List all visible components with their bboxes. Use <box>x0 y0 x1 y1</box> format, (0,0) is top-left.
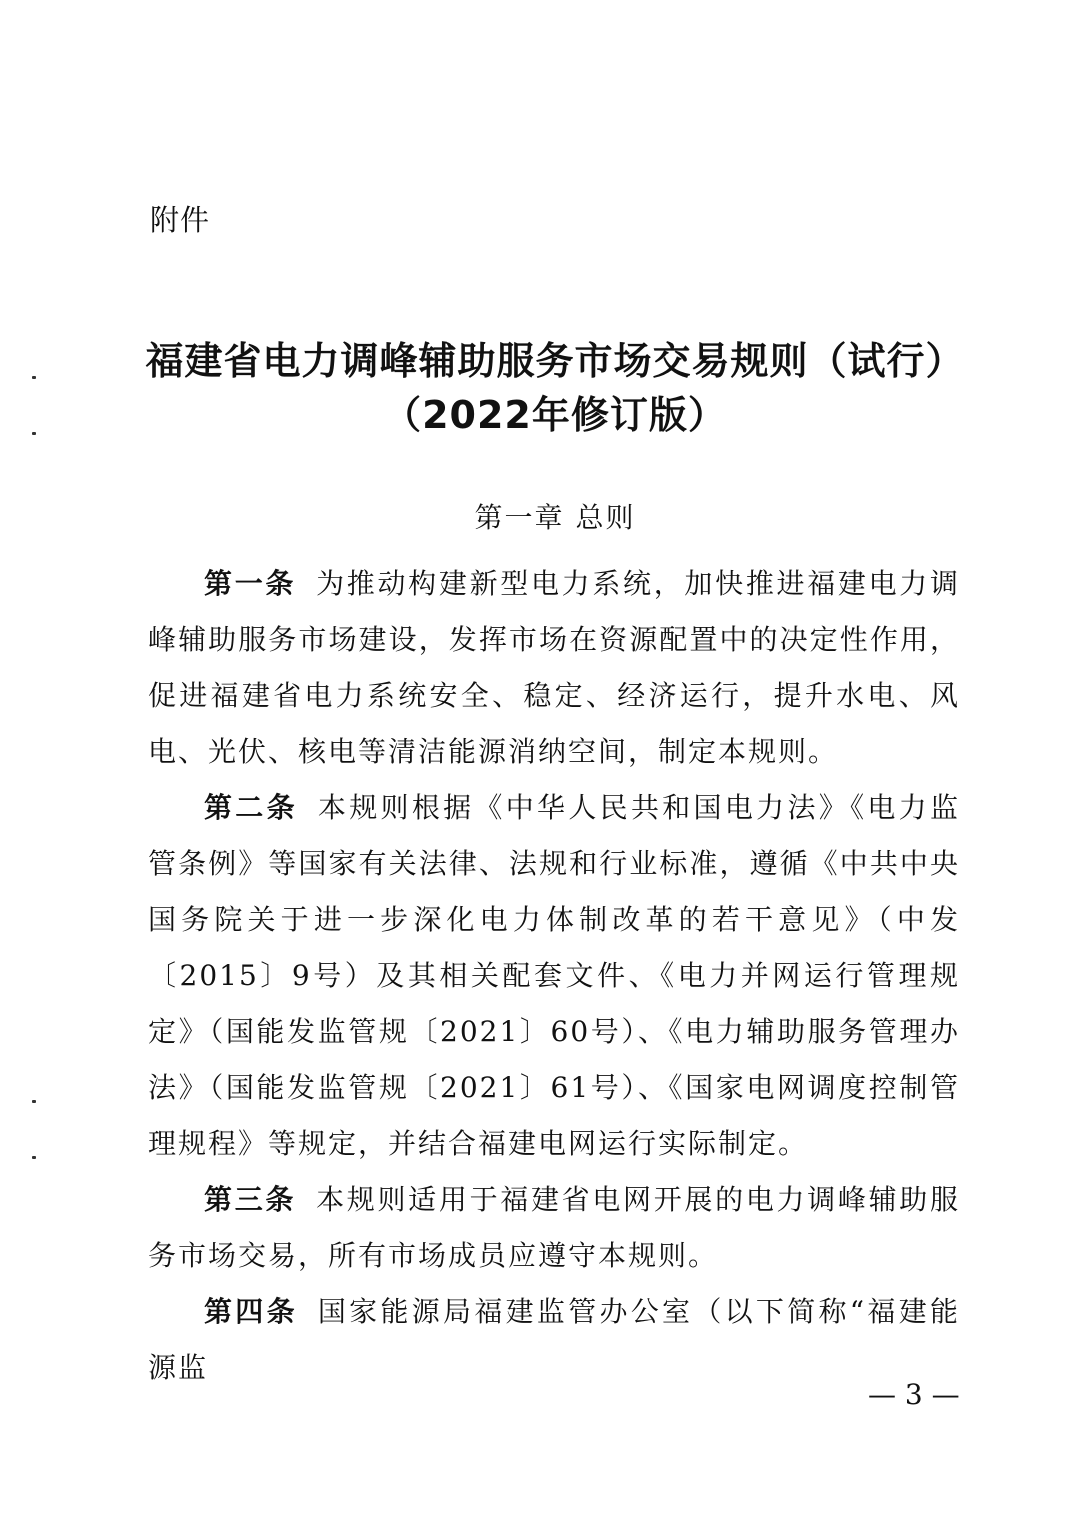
attachment-label: 附件 <box>150 203 211 237</box>
document-title-line-1: 福建省电力调峰辅助服务市场交易规则（试行） <box>145 339 965 383</box>
article-4 <box>148 1284 960 1396</box>
scan-margin-mark <box>32 1100 36 1103</box>
scan-margin-mark <box>32 432 36 435</box>
article-text: 本规则根据《中华人民共和国电力法》《电力监管条例》等国家有关法律、法规和行业标准，遵循《中共中央 国务院关于进一步深化电力体制改革的若干意见》（中发〔2015〕9号）及其相关配套文件、《电力并网运行管理规定》（国能发监管规〔2021〕60号）、《电力辅助服务管理办法》（国能发监管规〔2021〕61号）、《国家电网调度控制管理规程》等规定，并结合福建电网运行实际制定。 <box>148 791 960 1160</box>
article-2 <box>148 780 960 1172</box>
scan-margin-mark <box>32 1156 36 1159</box>
article-number: 第二条 <box>204 791 298 824</box>
article-text: 为推动构建新型电力系统，加快推进福建电力调峰辅助服务市场建设，发挥市场在资源配置中的决定性作用，促进福建省电力系统安全、稳定、经济运行，提升水电、风电、光伏、核电等清洁能源消纳空间，制定本规则。 <box>148 567 960 768</box>
document-body <box>148 556 960 1396</box>
article-number: 第三条 <box>204 1183 297 1216</box>
article-number: 第四条 <box>204 1295 298 1328</box>
article-text: 本规则适用于福建省电网开展的电力调峰辅助服务市场交易，所有市场成员应遵守本规则。 <box>148 1183 960 1272</box>
article-number: 第一条 <box>204 567 297 600</box>
article-1 <box>148 556 960 780</box>
page-number: — 3 — <box>868 1378 960 1411</box>
scan-margin-mark <box>32 376 36 379</box>
article-text: 国家能源局福建监管办公室（以下简称“福建能源监 <box>148 1295 960 1384</box>
chapter-heading: 第一章 总则 <box>474 501 636 534</box>
document-title-line-2: （2022年修订版） <box>383 393 727 437</box>
article-3 <box>148 1172 960 1284</box>
